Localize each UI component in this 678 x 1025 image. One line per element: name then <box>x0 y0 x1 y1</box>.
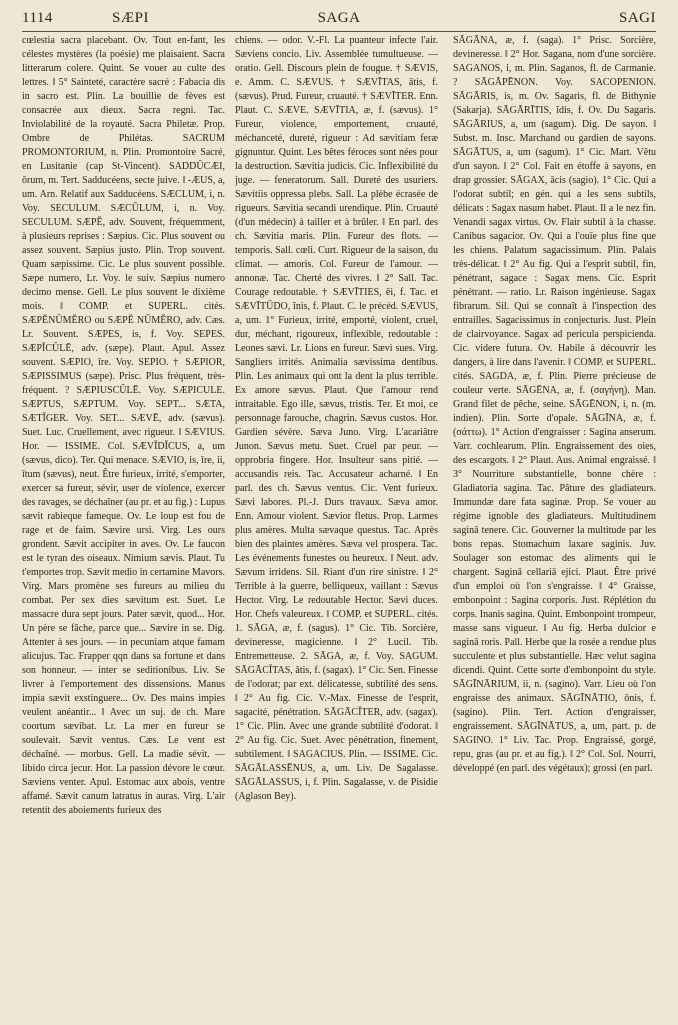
text-column-middle <box>235 34 438 1017</box>
page-number: 1114 <box>22 10 53 26</box>
header-rule <box>22 31 656 32</box>
header-right-guideword: SAGI <box>618 10 656 26</box>
page-header <box>22 10 656 32</box>
column-text: SĀGĀNA, æ, f. (saga). 1° Prisc. Sorcière, devineresse. ‖ 2° Hor. Sagana, nom d'une sorcière. SAGANOS, i, m. Plin. Saganos, fl. de Carmanie. ? SĀGĀPĒNON. Voy. SACOPENION. SĀGĀRIS, is, m. Ov. Sagaris, fl. de Bithynie (Sakarja). SĀGĀRĪTIS, ĭdis, f. Ov. Du Sagaris. SĀGĀRIUS, a, um (sagum). Dig. De sayon. ‖ Subst. m. Insc. Marchand ou gardien de sayons. SĀGĀTUS, a, um (sagum). 1° Cic. Mart. Vêtu d'un sayon. ‖ 2° Col. Fait en étoffe à sayons, en drap grossier. SĀGAX, ācis (sagio). 1° Cic. Qui a l'odorat subtil; en gén. qui a les sens subtils, délicats : Sagax nasum habet. Plaut. Il a le nez fin. Venandi sagax virtus. Ov. Flair subtil à la chasse. Canibus sagacior. Ov. Qui a l'ouïe plus fine que les chiens. Palatum sagacissimum. Plin. Palais très-délicat. ‖ 2° Au fig. Qui a l'esprit subtil, fin, pénétrant, sagace : Sagax mens. Cic. Esprit pénétrant. — ratio. Lr. Raison ingénieuse. Sagax fibrarum. Sil. Qui se connaît à l'inspection des entrailles. Sagacissimus in conjecturis. Just. Plein de clairvoyance. Sagax ad pericula perspicienda. Cic. videre futura. Ov. Habile à découvrir les dangers, à lire dans l'avenir. ‖ COMP. et SUPERL. cités. SAGDA, æ, f. Plin. Pierre précieuse de couleur verte. SĀGĒNA, æ, f. (σαγήνη). Man. Grand filet de pêche, seine. SĀGĒNON, i, n. (m. indien). Plin. Sorte d'opale. SĀGĪNA, æ, f. (σάττω). 1° Action d'engraisser : Sagina anserum. Varr. cochlearum. Plin. Engraissement des oies, des escargots. ‖ 2° Plaut. Aus. Animal engraissé. ‖ 3° Nourriture substantielle, bonne chère : Gladiatoria sagina. Tac. Pâture des gladiateurs. Immundæ dare fata saginæ. Prop. Se vouer au régime ignoble des gladiateurs. Multitudinem saginā tenere. Cic. Gouverner la multitude par les bons repas. Stomachum laxare saginis. Juv. Soulager son estomac des aliments qui le chargent. Saginā cellariā ejici. Plaut. Être privé d'un emploi où l'on s'engraisse. ‖ 4° Graisse, embonpoint : Sagina corporis. Just. Réplétion du corps. Inanis sagina. Quint. Embonpoint trompeur, masse sans vigueur. ‖ Au fig. Herba dulcior e saginā roris. Pall. Herbe que la rosée a rendue plus succulente et plus substantielle. Hæc velut sagina dicendi. Quint. Cette sorte d'embonpoint du style. SĀGĪNĀRIUM, ii, n. (sagino). Varr. Lieu où l'on engraisse des animaux. SĀGĪNĀTIO, ōnis, f. (sagino). Plin. Tert. Action d'engraisser, engraissement. SĀGĪNĀTUS, a, um, part. p. de SAGINO. 1° Liv. Tac. Prop. Engraissé, gorgé, repu, gras (au pr. et au fig.). ‖ 2° Col. Sol. Nourri, développé (en parl. des végétaux); grossi (en parl. <box>453 35 656 774</box>
header-left-guideword: SÆPI <box>112 10 150 26</box>
header-center-guideword: SAGA <box>317 10 361 26</box>
column-text: chiens. — odor. V.-Fl. La puanteur infecte l'air. Sæviens concio. Liv. Assemblée tumultueuse. — oratio. Gell. Discours plein de fougue. † SÆVIS, e. Amm. C. SÆVUS. † SÆVĪTAS, ātis, f. (sævus). Prud. Fureur, cruauté. † SÆVĪTER. Enn. Plaut. C. SÆVE. SÆVĪTIA, æ, f. (sævus). 1° Fureur, violence, emportement, cruauté, méchanceté, dureté, rigueur : Ad sævitiam feræ gignuntur. Quint. Les bêtes féroces sont nées pour la destruction. Sævitia judicis. Cic. Inflexibilité du juge. — feneratorum. Sall. Dureté des usuriers. Sævitiis oppressa plebs. Sall. La plèbe écrasée de rigueurs. Sævitia secandi urendique. Plin. Cruauté (d'un médecin) à tailler et à brûler. ‖ En parl. des ch. Sævitia maris. Plin. Fureur des flots. — temporis. Sall. cœli. Curt. Rigueur de la saison, du climat. — amoris. Col. Fureur de l'amour. — annonæ. Tac. Cherté des vivres. ‖ 2° Sall. Tac. Courage redoutable. † SÆVĪTIES, ēi, f. Tac. et SÆVĪTŪDO, ĭnis, f. Plaut. C. le précéd. SÆVUS, a, um. 1° Furieux, irrité, emporté, violent, cruel, dur, méchant, rigoureux, inflexible, redoutable : Leones sævi. Lr. Lions en fureur. Sævi sues. Virg. Sangliers irrités. Animalia sævissima dentibus. Plin. Les animaux qui ont la dent la plus terrible. Ex amore sævus. Plaut. Que l'amour rend intraitable. Ego ille, sævus, tristis. Ter. Et moi, ce personnage farouche, chagrin. Sævus custos. Hor. Gardien sévère. Sæva Juno. Virg. L'acariâtre Junon. Sævus metu. Suet. Cruel par peur. — opprobria fingere. Hor. Insulteur sans pitié. — accusandis reis. Tac. Accusateur acharné. ‖ En parl. des ch. Sævus ventus. Cic. Vent furieux. Sævi labores. Pl.-J. Durs travaux. Sæva amor. Enn. Amour violent. Sævior fletus. Prop. Larmes plus amères. Multa sævaque questus. Tac. Après bien des plaintes amères. Sæva vel prospera. Tac. Les événements funestes ou heureux. ‖ Neut. adv. Sævum irridens. Sil. Riant d'un rire sinistre. ‖ 2° Terrible à la guerre, belliqueux, vaillant : Sævus Hector. Virg. Le redoutable Hector. Sævi duces. Hor. Chefs valeureux. ‖ COMP. et SUPERL. cités. 1. SĀGA, æ, f. (sagus). 1° Cic. Tib. Sorcière, devineresse, magicienne. ‖ 2° Lucil. Tib. Entremetteuse. 2. SĀGA, æ, f. Voy. SAGUM. SĀGĀCĬTAS, ātis, f. (sagax). 1° Cic. Sen. Finesse de l'odorat; par ext. délicatesse, subtilité des sens. ‖ 2° Au fig. Cic. V.-Max. Finesse de l'esprit, sagacité, pénétration. SĀGĀCĬTER, adv. (sagax). 1° Cic. Plin. Avec une grande subtilité d'odorat. ‖ 2° Au fig. Cic. Suet. Avec pénétration, finement, subtilement. ‖ SAGACIUS. Plin. — ISSIME. Cic. SĀGĀLASSĒNUS, a, um. Liv. De Sagalasse. SĀGĀLASSUS, i, f. Plin. Sagalasse, v. de Pisidie (Aglason Bey). <box>235 35 438 802</box>
text-column-left <box>22 34 225 1017</box>
column-text: cœlestia sacra placebant. Ov. Tout en-fant, les célestes mystères (la poésie) me plaisaient. Sacra litterarum colere. Quint. Se vouer au culte des lettres. ‖ 5° Sainteté, caractère sacré : Fabacia dis in sacro est. Plin. La bouillie de fèves est consacrée aux dieux. Sacra regni. Tac. Inviolabilité de la royauté. Sacra Philetæ. Prop. Ombre de Philétas. SACRUM PROMONTORIUM, n. Plin. Promontoire Sacré, en Lusitanie (cap St-Vincent). SADDŪCÆI, ōrum, m. Tert. Sadducéens, secte juive. ‖ -ÆUS, a, um. Arn. Relatif aux Sadducéens. SÆCLUM, i, n. Voy. SECULUM. SÆCŬLUM, i, n. Voy. SECULUM. SÆPĔ, adv. Souvent, fréquemment, à plusieurs reprises : Sæpius. Cic. Plus souvent ou assez souvent. Sæpius justo. Plin. Trop souvent. Quam sæpissime. Cic. Le plus souvent possible. Sæpe numero, Lr. Voy. le suiv. Sæpius numero decimo mense. Gell. Le plus souvent le dixième mois. ‖ COMP. et SUPERL. cités. SÆPĔNŪMĔRO ou SÆPĔ NŪMĔRO, adv. Cæs. Lr. Souvent. SÆPES, is, f. Voy. SEPES. SÆPĬCŬLĒ, adv. (sæpe). Plaut. Apul. Assez souvent. SÆPIO, īre. Voy. SEPIO. † SÆPIOR, SÆPISSIMUS (sæpe). Prisc. Plus fréquent, très-fréquent. ? SÆPIUSCŬLĒ. Voy. SÆPICULE. SÆPTUS, SÆPTUM. Voy. SEPT... SÆTA, SÆTĬGER. Voy. SET... SÆVĒ, adv. (sævus). Suet. Luc. Cruellement, avec rigueur. ‖ SÆVIUS. Hor. — ISSIME. Col. SÆVĬDĬCUS, a, um (sævus, dico). Ter. Qui menace. SÆVIO, is, īre, ii, ītum (sævus), neut. Être furieux, irrité, s'emporter, exercer sa fureur, sévir, user de violence, exercer des ravages, se déchaîner (au pr. et au fig.) : Lupus sævit rabieque fameque. Ov. Le loup est fou de rage et de faim. Sævire ursi. Virg. Les ours grondent. Sævit accipiter in aves. Ov. Le faucon est le tyran des oiseaux. Nimium sævis. Plaut. Tu t'emportes trop. Sævit medio in certamine Mavors. Virg. Mars promène ses fureurs au milieu du combat. Per sex dies sævitum est. Suet. Le massacre dura sept jours. Pater sævit, quod... Hor. Un père se fâche, parce que... Sævire in se. Dig. Attenter à ses jours. — in pecuniam atque famam alicujus. Tac. Frapper qqn dans sa fortune et dans son honneur. — inter se seditionibus. Liv. Se livrer à l'emportement des dissensions. Manus impia sævit exstinguere... Ov. Des mains impies veulent anéantir... ‖ Avec un suj. de ch. Mare coortum sævibat. Lr. La mer en fureur se soulevait. Sævit ventus. Cæs. Le vent est déchaîné. — morbus. Gell. La madie sévit. — libido circa jecur. Hor. La passion dévore le cœur. Sæviens venter. Apul. Estomac aux abois, ventre affamé. Sævit canum latratus in auras. Virg. L'air retentit des aboiements furieux des <box>22 35 225 816</box>
text-column-right <box>453 34 656 1017</box>
